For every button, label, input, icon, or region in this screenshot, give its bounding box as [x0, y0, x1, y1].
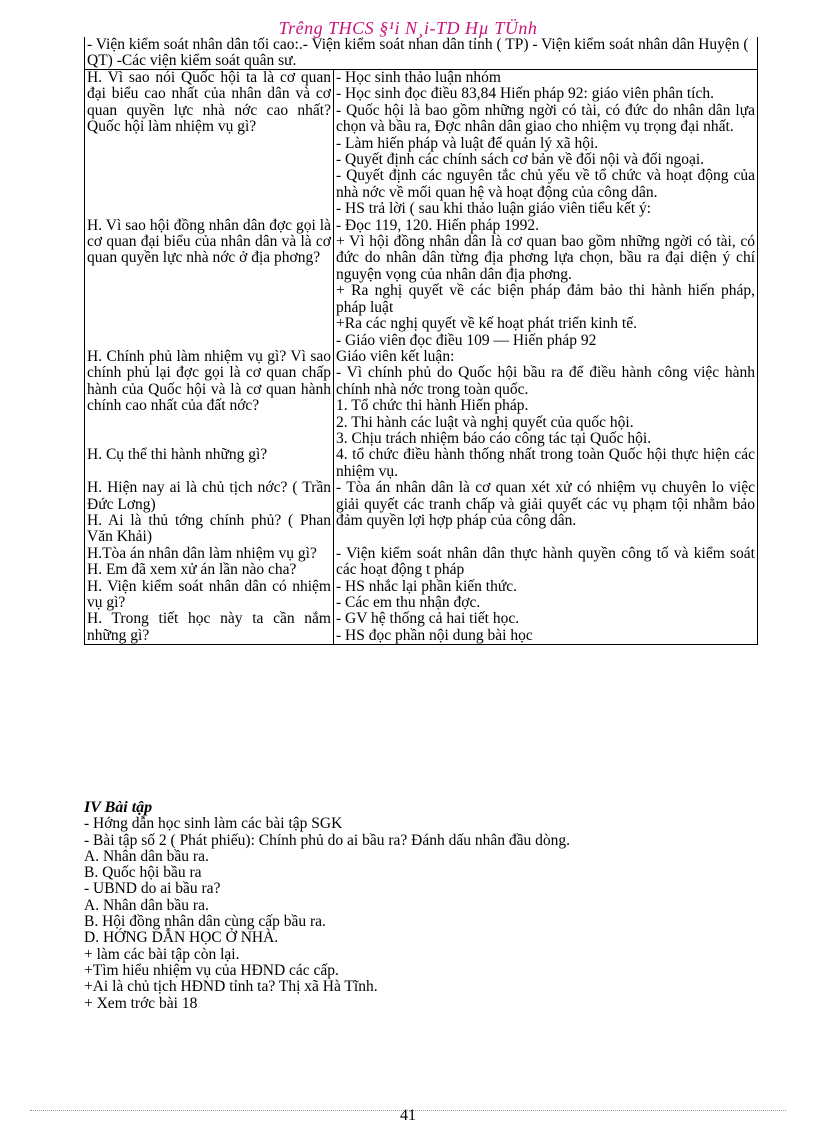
intro-text: - Viện kiểm soát nhân dân tối cao:.- Viện kiểm soát nhan dân tỉnh ( TP) - Viện kiểm soát nhân dân Huyện ( QT) -Các viện kiểm soát quân sư. — [84, 37, 758, 69]
answer-text: - Quyết định các nguyên tắc chủ yếu về tổ chức và hoạt động của nhà nớc về mối quan hệ và hoạt động của công dân. — [336, 167, 755, 201]
answer-text: + Vì hội đồng nhân dân là cơ quan bao gồm những ngời có tài, có đức do nhân dân từng địa phơng lựa chọn, bầu ra đại diện ý chí nguyện vọng của nhân dân địa phơng. — [336, 233, 755, 283]
homework-lines — [84, 947, 764, 1012]
qa-row — [85, 70, 758, 218]
answer-text: 4. tổ chức điều hành thống nhất trong toàn Quốc hội thực hiện các nhiệm vụ. — [336, 446, 755, 480]
answer-text: + Ra nghị quyết về các biện pháp đảm bảo thi hành hiến pháp, pháp luật — [336, 282, 755, 316]
exercise-title: IV Bài tập — [84, 799, 153, 816]
homework-line: +Tìm hiểu nhiệm vụ của HĐND các cấp. — [84, 961, 339, 979]
question-text: H. Vì sao hội đồng nhân dân đợc gọi là cơ quan đại biểu của nhân dân và là cơ quan quyền lực nhà nớc ở địa phơng? — [87, 216, 331, 267]
answer-text: - Tòa án nhân dân là cơ quan xét xử có nhiệm vụ chuyên lo việc giải quyết các tranh chấp và giải quyết các vụ phạm tội nhằm bảo đảm quyền lợi hợp pháp của công dân. — [336, 479, 755, 529]
homework-line: +Ai là chủ tịch HĐND tỉnh ta? Thị xã Hà Tĩnh. — [84, 978, 378, 996]
qa-row — [85, 546, 758, 645]
answer-text: - GV hệ thống cả hai tiết học. — [336, 610, 520, 628]
question-text: H. Em đã xem xử án lần nào cha? — [87, 561, 297, 579]
qa-row — [85, 447, 758, 480]
exercise-line: - Bài tập số 2 ( Phát phiếu): Chính phủ do ai bầu ra? Đánh dấu nhân đầu dòng. — [84, 831, 570, 849]
answer-cell — [334, 546, 758, 645]
answer-cell — [334, 480, 758, 546]
answer-text: 1. Tổ chức thi hành Hiến pháp. — [336, 397, 529, 415]
question-text: H. Ai là thủ tớng chính phủ? ( Phan Văn Khải) — [87, 511, 331, 546]
homework-heading: D. HỚNG DẪN HỌC Ở NHÀ. — [84, 929, 279, 947]
question-text: H.Tòa án nhân dân làm nhiệm vụ gì? — [87, 544, 317, 562]
answer-text: - HS nhắc lại phần kiến thức. — [336, 577, 518, 595]
homework-line: + làm các bài tập còn lại. — [84, 945, 240, 963]
answer-text: - Làm hiến pháp và luật để quản lý xã hội. — [336, 134, 599, 152]
exercise-line: - Hớng dẫn học sinh làm các bài tập SGK — [84, 815, 343, 833]
answer-text: - Học sinh đọc điều 83,84 Hiến pháp 92: giáo viên phân tích. — [336, 85, 714, 103]
qa-table — [84, 69, 758, 645]
question-text: H. Trong tiết học này ta cần nắm những gì? — [87, 610, 331, 644]
exercise-line: B. Hội đồng nhân dân cùng cấp bầu ra. — [84, 913, 326, 931]
answer-text: 2. Thi hành các luật và nghị quyết của quốc hội. — [336, 413, 634, 431]
exercise-line: A. Nhân dân bầu ra. — [84, 847, 209, 865]
answer-text: 3. Chịu trách nhiệm báo cáo công tác tại Quốc hội. — [336, 429, 652, 447]
qa-row — [85, 349, 758, 447]
answer-text: - Viện kiểm soát nhân dân thực hành quyền công tố và kiểm soát các hoạt động t pháp — [336, 544, 755, 579]
answer-cell — [334, 218, 758, 349]
answer-text: - Vì chính phủ do Quốc hội bầu ra để điều hành công việc hành chính nhà nớc trong toàn quốc. — [336, 364, 755, 398]
qa-row — [85, 480, 758, 546]
answer-text: - Giáo viên đọc điều 109 — Hiến pháp 92 — [336, 331, 597, 349]
question-cell — [85, 447, 334, 480]
answer-cell — [334, 447, 758, 480]
exercise-section — [84, 800, 764, 1012]
exercise-line: A. Nhân dân bầu ra. — [84, 896, 209, 914]
question-text: H. Cụ thể thi hành những gì? — [87, 446, 268, 464]
question-cell — [85, 480, 334, 546]
question-text: H. Vì sao nói Quốc hội ta là cơ quan đại biểu cao nhất của nhân dân và cơ quan quyền lực nhà nớc cao nhất? Quốc hội làm nhiệm vụ gì? — [87, 69, 331, 136]
exercise-line: B. Quốc hội bầu ra — [84, 864, 202, 882]
homework-line: + Xem trớc bài 18 — [84, 994, 198, 1012]
answer-cell — [334, 70, 758, 218]
question-text: H. Hiện nay ai là chủ tịch nớc? ( Trần Đức Lơng) — [87, 479, 331, 513]
question-cell — [85, 70, 334, 218]
exercise-line: - UBND do ai bầu ra? — [84, 880, 221, 898]
question-cell — [85, 349, 334, 447]
answer-text: - HS đọc phần nội dung bài học — [336, 626, 533, 644]
page-number: 41 — [400, 1107, 416, 1124]
question-text: H. Viện kiểm soát nhân dân có nhiệm vụ gì? — [87, 577, 331, 611]
answer-text: - Các em thu nhận đợc. — [336, 594, 481, 611]
answer-text: +Ra các nghị quyết về kế hoạt phát triển kinh tế. — [336, 315, 637, 333]
exercise-lines — [84, 816, 764, 930]
answer-cell — [334, 349, 758, 447]
answer-text: - Đọc 119, 120. Hiến pháp 1992. — [336, 216, 540, 234]
question-text: H. Chính phủ làm nhiệm vụ gì? Vì sao chính phủ lại đợc gọi là cơ quan chấp hành của Quốc hội và là cơ quan hành chính cao nhất của đất nớc? — [87, 347, 331, 415]
answer-text: - Quốc hội là bao gồm những ngời có tài, có đức do nhân dân lựa chọn và bầu ra, Đợc nhân dân giao cho nhiệm vụ trọng đại nhất. — [336, 101, 755, 136]
question-cell — [85, 218, 334, 349]
page-header: Trêng THCS §¹i N¸i-TD Hµ TÜnh — [278, 18, 538, 38]
qa-row — [85, 218, 758, 349]
answer-text: - HS trả lời ( sau khi thảo luận giáo viên tiểu kết ý: — [336, 200, 652, 218]
lesson-content — [84, 37, 758, 645]
answer-text: Giáo viên kết luận: — [336, 347, 455, 365]
question-cell — [85, 546, 334, 645]
answer-text: - Học sinh thảo luận nhóm — [336, 69, 501, 86]
answer-text: - Quyết định các chính sách cơ bản về đối nội và đối ngoại. — [336, 151, 705, 169]
